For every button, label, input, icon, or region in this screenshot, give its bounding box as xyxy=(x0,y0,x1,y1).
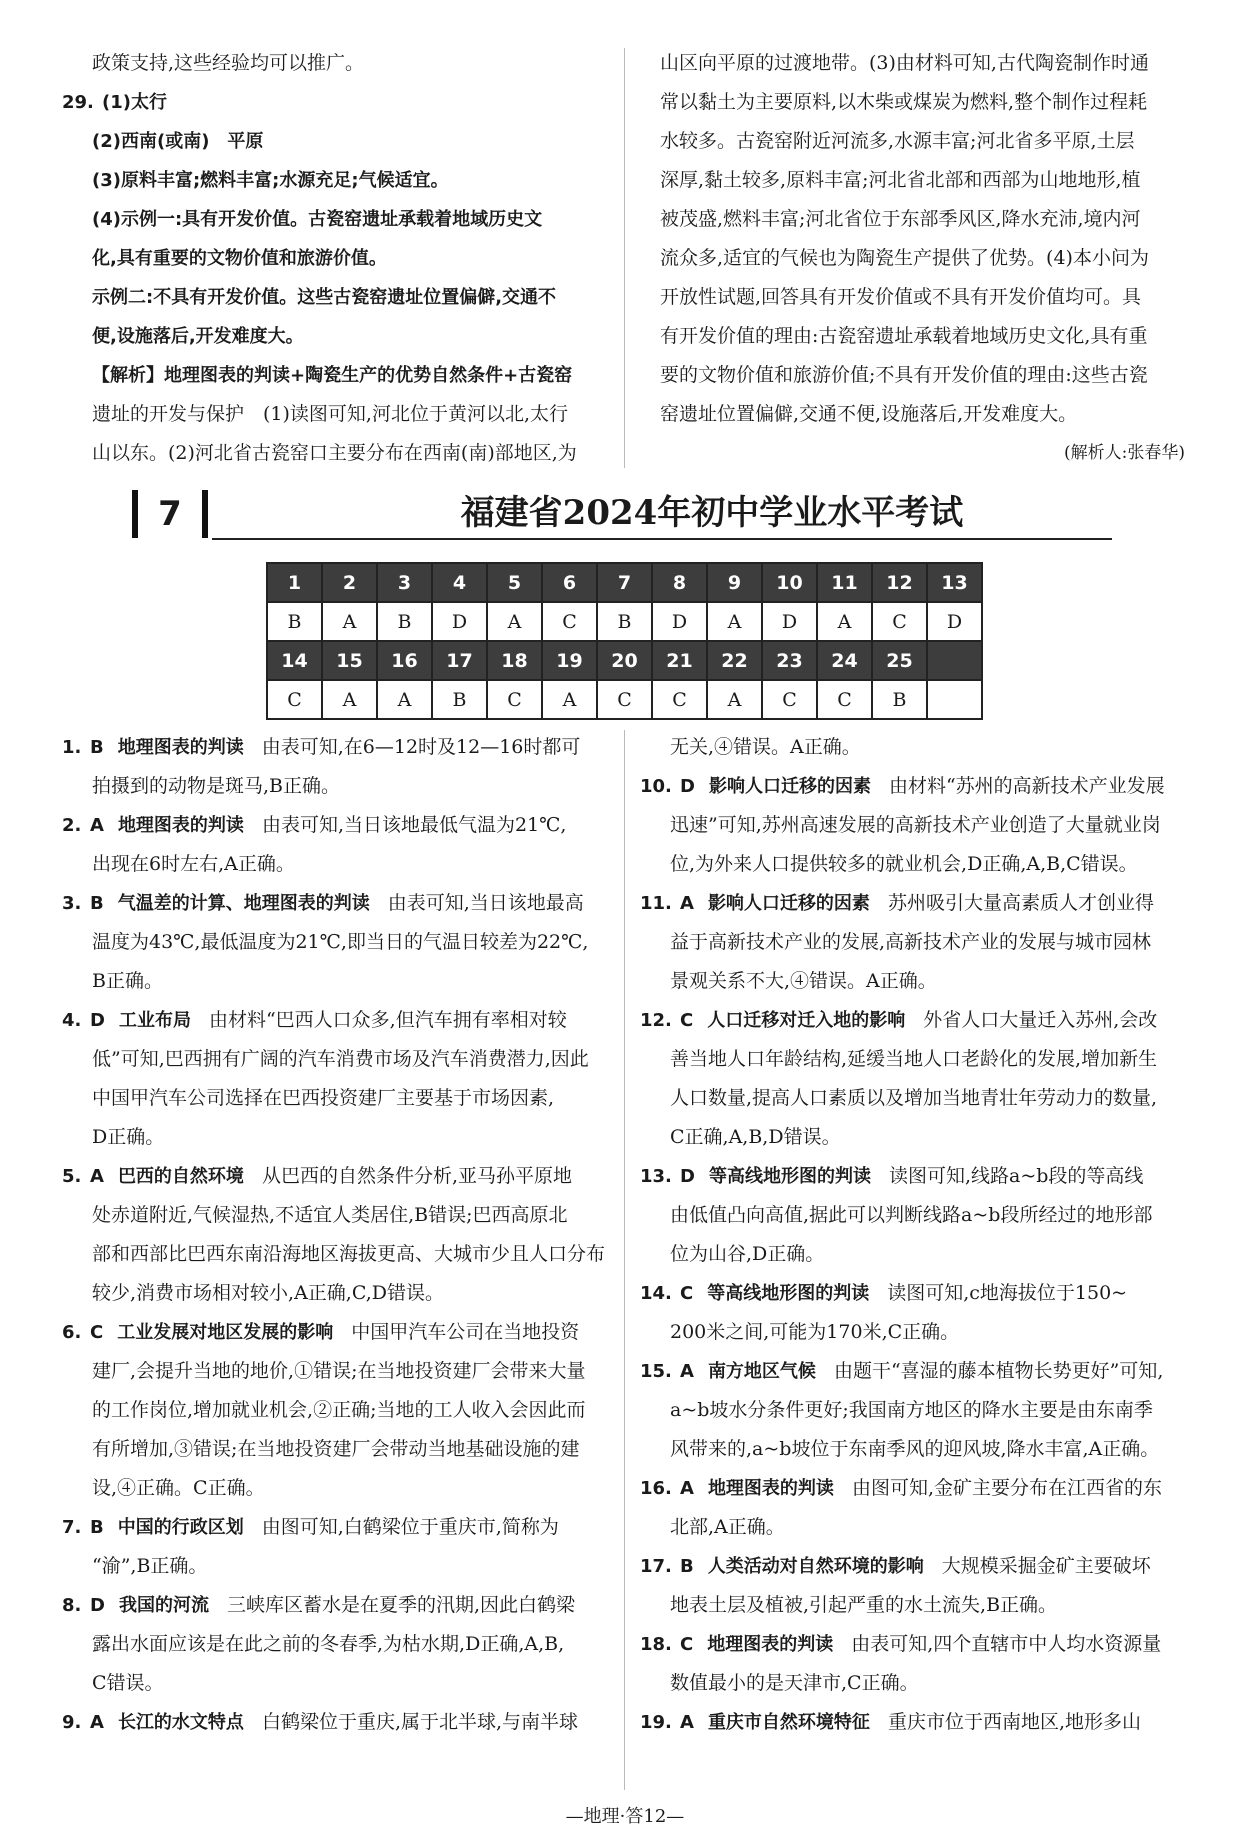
question-number-cell: 21 xyxy=(652,641,707,680)
question-number: 1. xyxy=(62,737,82,758)
answer-letter: A xyxy=(90,1166,104,1187)
question-number-cell: 22 xyxy=(707,641,762,680)
item-first-line xyxy=(640,1274,1185,1313)
item-first-line xyxy=(62,1586,614,1625)
explanation-text: 较少,消费市场相对较小,A正确,C,D错误。 xyxy=(92,1282,444,1304)
section-title: 福建省2024年初中学业水平考试 xyxy=(460,493,964,533)
question-number-cell: 6 xyxy=(542,563,597,602)
list-item xyxy=(640,1625,1185,1703)
left-answer-column xyxy=(62,728,614,1742)
topic-label: 南方地区气候 xyxy=(707,1361,816,1382)
topic-label: 巴西的自然环境 xyxy=(117,1166,244,1187)
explanation-text: 处赤道附近,气候湿热,不适宜人类居住,B错误;巴西高原北 xyxy=(92,1204,568,1226)
topic-label: 地理图表的判读 xyxy=(707,1634,834,1655)
explanation-text: D正确。 xyxy=(92,1126,165,1148)
explanation-text: 外省人口大量迁入苏州,会改 xyxy=(923,1009,1158,1031)
question-number-cell: 14 xyxy=(267,641,322,680)
topic-label: 中国的行政区划 xyxy=(117,1517,244,1538)
list-item xyxy=(640,1001,1185,1157)
item-first-line xyxy=(62,1508,614,1547)
answer-letter: A xyxy=(680,893,694,914)
answer-letter: D xyxy=(680,776,695,797)
list-item xyxy=(640,1547,1185,1625)
list-item xyxy=(62,806,614,884)
answer-letter: A xyxy=(90,815,104,836)
answer-key-table xyxy=(266,562,983,720)
list-item xyxy=(640,1703,1185,1742)
answer-cell: A xyxy=(817,602,872,641)
item-first-line xyxy=(62,1703,614,1742)
list-item xyxy=(62,1508,614,1586)
answer-cell: B xyxy=(597,602,652,641)
question-number: 11. xyxy=(640,893,672,914)
answer-text: (1)太行 xyxy=(102,92,167,113)
explanation-text: 北部,A正确。 xyxy=(670,1516,785,1538)
answer-letter: C xyxy=(680,1634,694,1655)
item-first-line xyxy=(640,1001,1185,1040)
explanation-text: 温度为43℃,最低温度为21℃,即当日的气温日较差为22℃, xyxy=(92,931,589,953)
text-line: 深厚,黏土较多,原料丰富;河北省北部和西部为山地地形,植 xyxy=(660,169,1141,191)
answer-text: (2)西南(或南) 平原 xyxy=(92,131,264,152)
question-number: 16. xyxy=(640,1478,672,1499)
question-number: 12. xyxy=(640,1010,672,1031)
answer-cell: B xyxy=(872,680,927,719)
list-item xyxy=(62,1157,614,1313)
question-number-cell: 8 xyxy=(652,563,707,602)
answer-text: (4)示例一:具有开发价值。古瓷窑遗址承载着地域历史文 xyxy=(92,209,543,230)
answer-cell: A xyxy=(707,680,762,719)
answer-letter: B xyxy=(90,737,104,758)
text-line: 水较多。古瓷窑附近河流多,水源丰富;河北省多平原,土层 xyxy=(660,130,1135,152)
explanation-text: 中国甲汽车公司选择在巴西投资建厂主要基于市场因素, xyxy=(92,1087,555,1109)
question-number-cell: 2 xyxy=(322,563,377,602)
answer-letter: B xyxy=(90,1517,104,1538)
explanation-text: 由材料“巴西人口众多,但汽车拥有率相对较 xyxy=(208,1009,567,1031)
item-first-line xyxy=(640,728,1185,767)
question-number: 14. xyxy=(640,1283,672,1304)
answer-cell: C xyxy=(872,602,927,641)
question-number-cell: 15 xyxy=(322,641,377,680)
topic-label: 影响人口迁移的因素 xyxy=(707,893,870,914)
answer-cell: D xyxy=(432,602,487,641)
answer-letter: D xyxy=(90,1595,105,1616)
answer-letter: B xyxy=(680,1556,694,1577)
section-number: 7 xyxy=(132,490,208,538)
column-divider xyxy=(624,730,625,1790)
question-number: 15. xyxy=(640,1361,672,1382)
answer-cell: A xyxy=(322,602,377,641)
page-footer: —地理·答12— xyxy=(565,1806,685,1827)
answer-cell xyxy=(927,680,982,719)
item-first-line xyxy=(640,1469,1185,1508)
top-left-column xyxy=(62,44,614,473)
item-first-line xyxy=(62,728,614,767)
question-number-cell: 19 xyxy=(542,641,597,680)
explanation-text: 位,为外来人口提供较多的就业机会,D正确,A,B,C错误。 xyxy=(670,853,1138,875)
question-number-cell: 18 xyxy=(487,641,542,680)
answer-cell: A xyxy=(707,602,762,641)
item-first-line xyxy=(640,1703,1185,1742)
answer-letter: C xyxy=(90,1322,104,1343)
explanation-text: 读图可知,c地海拔位于150~ xyxy=(887,1282,1128,1304)
explanation-text: 200米之间,可能为170米,C正确。 xyxy=(670,1321,960,1343)
topic-label: 等高线地形图的判读 xyxy=(707,1283,870,1304)
item-first-line xyxy=(640,767,1185,806)
text-line: 窑遗址位置偏僻,交通不便,设施落后,开发难度大。 xyxy=(660,403,1078,425)
topic-label: 影响人口迁移的因素 xyxy=(708,776,871,797)
explanation-text: 由表可知,在6—12时及12—16时都可 xyxy=(261,736,581,758)
explanation-text: 由表可知,当日该地最高 xyxy=(387,892,584,914)
question-number-cell: 16 xyxy=(377,641,432,680)
explanation-text: 露出水面应该是在此之前的冬春季,为枯水期,D正确,A,B, xyxy=(92,1633,565,1655)
question-number: 4. xyxy=(62,1010,82,1031)
answer-cell: C xyxy=(487,680,542,719)
question-number: 13. xyxy=(640,1166,672,1187)
question-number-cell: 12 xyxy=(872,563,927,602)
explanation-text: 风带来的,a~b坡位于东南季风的迎风坡,降水丰富,A正确。 xyxy=(670,1438,1160,1460)
answer-cell: D xyxy=(762,602,817,641)
topic-label: 地理图表的判读 xyxy=(707,1478,834,1499)
table-row xyxy=(267,563,982,602)
text-line: 开放性试题,回答具有开发价值或不具有开发价值均可。具 xyxy=(660,286,1142,308)
header-rule xyxy=(212,538,1112,540)
question-number: 3. xyxy=(62,893,82,914)
q29-answer xyxy=(62,83,614,122)
answer-cell: C xyxy=(817,680,872,719)
explanation-text: 建厂,会提升当地的地价,①错误;在当地投资建厂会带来大量 xyxy=(92,1360,586,1382)
explanation-text: 低”可知,巴西拥有广阔的汽车消费市场及汽车消费潜力,因此 xyxy=(92,1048,589,1070)
list-item xyxy=(640,728,1185,767)
explanation-text: 部和西部比巴西东南沿海地区海拔更高、大城市少且人口分布 xyxy=(92,1243,606,1265)
question-number-cell: 24 xyxy=(817,641,872,680)
question-number-cell xyxy=(927,641,982,680)
explanation-text: 由材料“苏州的高新技术产业发展 xyxy=(888,775,1165,797)
answer-letter: A xyxy=(680,1712,694,1733)
question-number: 10. xyxy=(640,776,672,797)
answer-text: (3)原料丰富;燃料丰富;水源充足;气候适宜。 xyxy=(92,170,449,191)
analysis-text: 【解析】地理图表的判读+陶瓷生产的优势自然条件+古瓷窑 xyxy=(92,365,573,386)
text-line: 要的文物价值和旅游价值;不具有开发价值的理由:这些古瓷 xyxy=(660,364,1148,386)
explanation-text: 白鹤梁位于重庆,属于北半球,与南半球 xyxy=(261,1711,579,1733)
question-number: 7. xyxy=(62,1517,82,1538)
list-item xyxy=(62,1703,614,1742)
answer-cell: B xyxy=(432,680,487,719)
explanation-text: 大规模采掘金矿主要破坏 xyxy=(941,1555,1151,1577)
analysis-text: 山以东。(2)河北省古瓷窑口主要分布在西南(南)部地区,为 xyxy=(92,442,577,464)
explanation-text: 位为山谷,D正确。 xyxy=(670,1243,825,1265)
question-number-cell: 20 xyxy=(597,641,652,680)
text-line: 政策支持,这些经验均可以推广。 xyxy=(92,52,365,74)
explanation-text: 地表土层及植被,引起严重的水土流失,B正确。 xyxy=(670,1594,1058,1616)
explanation-text: 由图可知,金矿主要分布在江西省的东 xyxy=(851,1477,1162,1499)
list-item xyxy=(640,1157,1185,1274)
answer-text: 化,具有重要的文物价值和旅游价值。 xyxy=(92,248,387,269)
explanation-text: “渝”,B正确。 xyxy=(92,1555,208,1577)
answer-letter: D xyxy=(680,1166,695,1187)
question-number: 2. xyxy=(62,815,82,836)
table-row xyxy=(267,641,982,680)
list-item xyxy=(62,1586,614,1703)
question-number: 6. xyxy=(62,1322,82,1343)
answer-cell: A xyxy=(322,680,377,719)
answer-cell: C xyxy=(267,680,322,719)
text-line: 常以黏土为主要原料,以木柴或煤炭为燃料,整个制作过程耗 xyxy=(660,91,1148,113)
topic-label: 人口迁移对迁入地的影响 xyxy=(707,1010,906,1031)
question-number-cell: 5 xyxy=(487,563,542,602)
explanation-text: 由题干“喜湿的藤本植物长势更好”可知, xyxy=(833,1360,1164,1382)
question-number-cell: 9 xyxy=(707,563,762,602)
answer-cell: D xyxy=(652,602,707,641)
topic-label: 人类活动对自然环境的影响 xyxy=(707,1556,924,1577)
topic-label: 重庆市自然环境特征 xyxy=(707,1712,870,1733)
text-line: 被茂盛,燃料丰富;河北省位于东部季风区,降水充沛,境内河 xyxy=(660,208,1141,230)
answer-letter: A xyxy=(90,1712,104,1733)
question-number-cell: 10 xyxy=(762,563,817,602)
explanation-text: 中国甲汽车公司在当地投资 xyxy=(351,1321,580,1343)
question-number: 9. xyxy=(62,1712,82,1733)
question-number: 18. xyxy=(640,1634,672,1655)
question-number-cell: 13 xyxy=(927,563,982,602)
top-right-column xyxy=(660,44,1185,473)
explanation-text: 重庆市位于西南地区,地形多山 xyxy=(887,1711,1141,1733)
item-first-line xyxy=(640,1547,1185,1586)
answer-cell: A xyxy=(487,602,542,641)
question-number: 29. xyxy=(62,92,94,113)
list-item xyxy=(640,884,1185,1001)
question-number-cell: 3 xyxy=(377,563,432,602)
table-row xyxy=(267,602,982,641)
question-number: 5. xyxy=(62,1166,82,1187)
topic-label: 气温差的计算、地理图表的判读 xyxy=(117,893,370,914)
explanation-text: 拍摄到的动物是斑马,B正确。 xyxy=(92,775,341,797)
explanation-text: 由低值凸向高值,据此可以判断线路a~b段所经过的地形部 xyxy=(670,1204,1153,1226)
explanation-text: 人口数量,提高人口素质以及增加当地青壮年劳动力的数量, xyxy=(670,1087,1158,1109)
item-first-line xyxy=(640,1625,1185,1664)
analyst-credit: (解析人:张春华) xyxy=(1064,443,1185,463)
question-number-cell: 4 xyxy=(432,563,487,602)
explanation-text: 无关,④错误。A正确。 xyxy=(670,736,861,758)
topic-label: 长江的水文特点 xyxy=(117,1712,244,1733)
topic-label: 工业布局 xyxy=(118,1010,191,1031)
explanation-text: 数值最小的是天津市,C正确。 xyxy=(670,1672,919,1694)
list-item xyxy=(62,884,614,1001)
question-number: 17. xyxy=(640,1556,672,1577)
explanation-text: 善当地人口年龄结构,延缓当地人口老龄化的发展,增加新生 xyxy=(670,1048,1158,1070)
text-line: 有开发价值的理由:古瓷窑遗址承载着地域历史文化,具有重 xyxy=(660,325,1148,347)
item-first-line xyxy=(62,884,614,923)
item-first-line xyxy=(62,806,614,845)
answer-letter: B xyxy=(90,893,104,914)
topic-label: 我国的河流 xyxy=(118,1595,209,1616)
section-header xyxy=(132,486,1152,546)
table-row xyxy=(267,680,982,719)
explanation-text: 由图可知,白鹤梁位于重庆市,简称为 xyxy=(261,1516,559,1538)
explanation-text: 读图可知,线路a~b段的等高线 xyxy=(888,1165,1144,1187)
explanation-text: 益于高新技术产业的发展,高新技术产业的发展与城市园林 xyxy=(670,931,1152,953)
explanation-text: 三峡库区蓄水是在夏季的汛期,因此白鹤梁 xyxy=(226,1594,575,1616)
answer-cell: C xyxy=(652,680,707,719)
topic-label: 地理图表的判读 xyxy=(117,737,244,758)
explanation-text: 由表可知,四个直辖市中人均水资源量 xyxy=(851,1633,1162,1655)
explanation-text: 由表可知,当日该地最低气温为21℃, xyxy=(261,814,567,836)
list-item xyxy=(62,1001,614,1157)
list-item xyxy=(640,1469,1185,1547)
explanation-text: 设,④正确。C正确。 xyxy=(92,1477,265,1499)
list-item xyxy=(62,1313,614,1508)
answer-letter: A xyxy=(680,1361,694,1382)
question-number: 8. xyxy=(62,1595,82,1616)
question-number-cell: 17 xyxy=(432,641,487,680)
topic-label: 地理图表的判读 xyxy=(117,815,244,836)
explanation-text: C错误。 xyxy=(92,1672,164,1694)
text-line: 山区向平原的过渡地带。(3)由材料可知,古代陶瓷制作时通 xyxy=(660,52,1149,74)
explanation-text: C正确,A,B,D错误。 xyxy=(670,1126,841,1148)
answer-letter: C xyxy=(680,1283,694,1304)
item-first-line xyxy=(640,1352,1185,1391)
item-first-line xyxy=(640,1157,1185,1196)
answer-cell: A xyxy=(377,680,432,719)
answer-cell: C xyxy=(597,680,652,719)
explanation-text: 的工作岗位,增加就业机会,②正确;当地的工人收入会因此而 xyxy=(92,1399,586,1421)
item-first-line xyxy=(62,1313,614,1352)
explanation-text: a~b坡水分条件更好;我国南方地区的降水主要是由东南季 xyxy=(670,1399,1153,1421)
answer-letter: A xyxy=(680,1478,694,1499)
answer-cell: D xyxy=(927,602,982,641)
question-number-cell: 23 xyxy=(762,641,817,680)
analysis-text: 遗址的开发与保护 (1)读图可知,河北位于黄河以北,太行 xyxy=(92,403,568,425)
topic-label: 工业发展对地区发展的影响 xyxy=(117,1322,334,1343)
right-answer-column xyxy=(640,728,1185,1742)
question-number-cell: 25 xyxy=(872,641,927,680)
explanation-text: 苏州吸引大量高素质人才创业得 xyxy=(887,892,1154,914)
answer-cell: C xyxy=(762,680,817,719)
explanation-text: 迅速”可知,苏州高速发展的高新技术产业创造了大量就业岗 xyxy=(670,814,1161,836)
list-item xyxy=(640,767,1185,884)
explanation-text: 有所增加,③错误;在当地投资建厂会带动当地基础设施的建 xyxy=(92,1438,580,1460)
answer-cell: A xyxy=(542,680,597,719)
item-first-line xyxy=(62,1157,614,1196)
list-item xyxy=(640,1274,1185,1352)
item-first-line xyxy=(62,1001,614,1040)
explanation-text: 出现在6时左右,A正确。 xyxy=(92,853,295,875)
answer-letter: D xyxy=(90,1010,105,1031)
list-item xyxy=(62,728,614,806)
question-number-cell: 1 xyxy=(267,563,322,602)
answer-text: 便,设施落后,开发难度大。 xyxy=(92,326,304,347)
explanation-text: 景观关系不大,④错误。A正确。 xyxy=(670,970,937,992)
explanation-text: 从巴西的自然条件分析,亚马孙平原地 xyxy=(261,1165,572,1187)
explanation-text: B正确。 xyxy=(92,970,163,992)
answer-cell: B xyxy=(267,602,322,641)
question-number-cell: 7 xyxy=(597,563,652,602)
question-number: 19. xyxy=(640,1712,672,1733)
answer-text: 示例二:不具有开发价值。这些古瓷窑遗址位置偏僻,交通不 xyxy=(92,287,557,308)
question-number-cell: 11 xyxy=(817,563,872,602)
answer-cell: C xyxy=(542,602,597,641)
list-item xyxy=(640,1352,1185,1469)
text-line: 流众多,适宜的气候也为陶瓷生产提供了优势。(4)本小问为 xyxy=(660,247,1149,269)
answer-letter: C xyxy=(680,1010,694,1031)
topic-label: 等高线地形图的判读 xyxy=(708,1166,871,1187)
column-divider xyxy=(624,48,625,468)
answer-cell: B xyxy=(377,602,432,641)
item-first-line xyxy=(640,884,1185,923)
